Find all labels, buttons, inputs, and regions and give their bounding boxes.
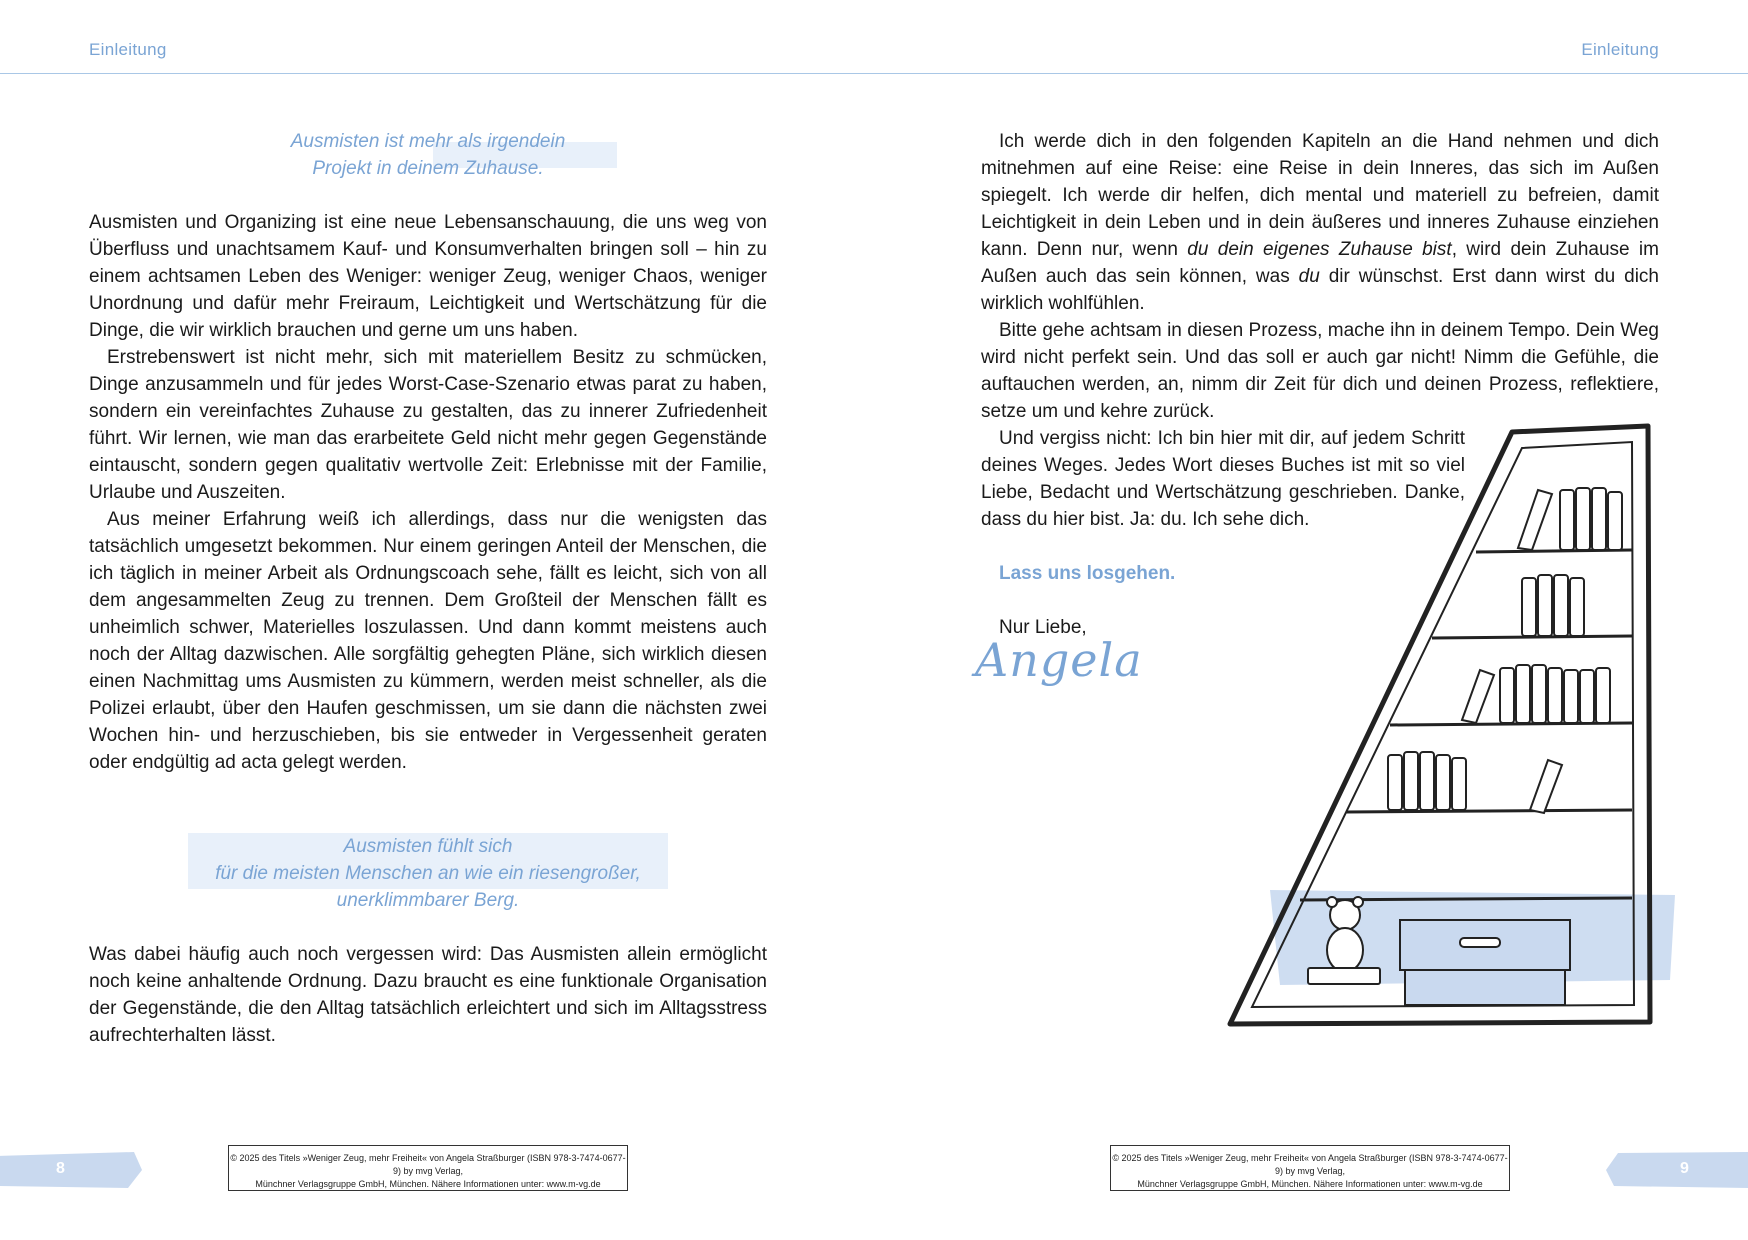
copyright-box-left [228, 1145, 628, 1191]
drawer-box [1400, 920, 1570, 1005]
paragraph [981, 128, 1659, 317]
page-number-right [1600, 1150, 1748, 1190]
text-run: dir wünschst. Erst dann wirst du dich wirklich wohlfühlen. [981, 266, 1659, 314]
signature: Angela [975, 633, 1143, 687]
page-number-left [0, 1150, 146, 1190]
copyright-line: Münchner Verlagsgruppe GmbH, München. Nähere Informationen unter: www.m-vg.de [255, 1179, 601, 1189]
paragraph: Was dabei häufig auch noch vergessen wird: Das Ausmisten allein ermöglicht noch keine anhaltende Ordnung. Dazu braucht es eine funktionale Organisation der Gegenstände, die den Alltag tatsächlich erleichtert und sich im Alltagsstress aufrechterhalten lässt. [89, 944, 767, 1046]
closing-line: Nur Liebe, [999, 617, 1087, 638]
pull-quote-2 [168, 833, 688, 914]
running-header-right: Einleitung [1581, 40, 1659, 59]
page-number-text: 9 [1680, 1160, 1689, 1177]
quote-line: Ausmisten ist mehr als irgendein [290, 131, 566, 152]
paragraph: Und vergiss nicht: Ich bin hier mit dir, auf jedem Schritt deines Weges. Jedes Wort dieses Buches ist mit so viel Liebe, Bedacht und Wertschätzung geschrieben. Danke, dass du hier bist. Ja: du. Ich sehe dich. [981, 428, 1465, 530]
emphasis: du dein eigenes Zuhause bist [1187, 239, 1452, 260]
paragraph: Aus meiner Erfahrung weiß ich allerdings, dass nur die wenigsten das tatsächlich umgesetzt bekommen. Nur einem geringen Anteil der Menschen, die ich täglich in meiner Arbeit als Ordnungscoach sehe, fällt es leicht, sich von all dem angesammelten Zeug zu trennen. Dem Großteil der Menschen fällt es unheimlich schwer, Materielles loszulassen. Und dann kommt meistens auch noch der Alltag dazwischen. Alle sorgfältig gehegten Pläne, sich wirklich diesen einen Nachmittag ums Ausmisten zu kümmern, werden meist schneller, als die Polizei erlaubt, über den Haufen geschmissen, um sie dann die nächsten zwei Wochen hin- und herzuschieben, bis sie entweder in Vergessenheit geraten oder endgültig ad acta gelegt werden. [89, 509, 767, 773]
shelf-board [1300, 898, 1632, 900]
header-rule [0, 73, 1748, 74]
paragraph: Ausmisten und Organizing ist eine neue Lebensanschauung, die uns weg von Überfluss und unachtsamem Kauf- und Konsumverhalten bringen soll – hin zu einem achtsamen Leben des Weniger: weniger Zeug, weniger Chaos, weniger Unordnung und dafür mehr Freiraum, Leichtigkeit und Wertschätzung für die Dinge, die wir wirklich brauchen und gerne um uns haben. [89, 212, 767, 341]
quote-line: Projekt in deinem Zuhause. [312, 158, 544, 179]
copyright-line: © 2025 des Titels »Weniger Zeug, mehr Freiheit« von Angela Straßburger (ISBN 978-3-7474-0677-9) by mvg Verlag, [1112, 1153, 1508, 1176]
page-number-text: 8 [56, 1160, 65, 1177]
running-header-left: Einleitung [89, 40, 167, 59]
pull-quote-1 [263, 128, 593, 182]
quote-line: unerklimmbarer Berg. [336, 890, 520, 911]
lets-go-line: Lass uns losgehen. [999, 563, 1176, 584]
copyright-box-right [1110, 1145, 1510, 1191]
page-number-brush [0, 1150, 146, 1190]
text-run: , wird dein Zuhause im Außen auch das sein können, was [981, 239, 1659, 287]
paragraph: Bitte gehe achtsam in diesen Prozess, mache ihn in deinem Tempo. Dein Weg wird nicht perfekt sein. Und das soll er auch gar nicht! Nimm die Gefühle, die auftauchen werden, an, nimm dir Zeit für dich und deinen Prozess, reflektiere, setze um und kehre zurück. [981, 320, 1659, 422]
paragraph: Erstrebenswert ist nicht mehr, sich mit materiellem Besitz zu schmücken, Dinge anzusammeln und für jedes Worst-Case-Szenario etwas parat zu haben, sondern ein vereinfachtes Zuhause zu gestalten, das zu innerer Zufriedenheit führt. Wir lernen, wie man das erarbeitete Geld nicht mehr gegen Gegenstände eintauscht, sondern gegen qualitativ wertvolle Zeit: Erlebnisse mit der Familie, Urlaube und Auszeiten. [89, 347, 767, 503]
text-run: Ich werde dich in den folgenden Kapiteln an die Hand nehmen und dich mitnehmen auf eine Reise: eine Reise in dein Inneres, das sich im Außen spiegelt. Ich werde dir helfen, dich mental und materiell zu befreien, damit Leichtigkeit in dein Leben und in dein äußeres und inneres Zuhause einziehen kann. Denn nur, wenn [981, 131, 1659, 260]
emphasis: du [1298, 266, 1320, 287]
bookshelf-illustration [1200, 420, 1680, 1100]
quote-line: für die meisten Menschen an wie ein riesengroßer, [215, 863, 641, 884]
left-page-body [89, 128, 767, 1049]
page-number-brush [1600, 1150, 1748, 1190]
copyright-line: © 2025 des Titels »Weniger Zeug, mehr Freiheit« von Angela Straßburger (ISBN 978-3-7474-0677-9) by mvg Verlag, [230, 1153, 626, 1176]
quote-line: Ausmisten fühlt sich [343, 836, 513, 857]
copyright-line: Münchner Verlagsgruppe GmbH, München. Nähere Informationen unter: www.m-vg.de [1137, 1179, 1483, 1189]
